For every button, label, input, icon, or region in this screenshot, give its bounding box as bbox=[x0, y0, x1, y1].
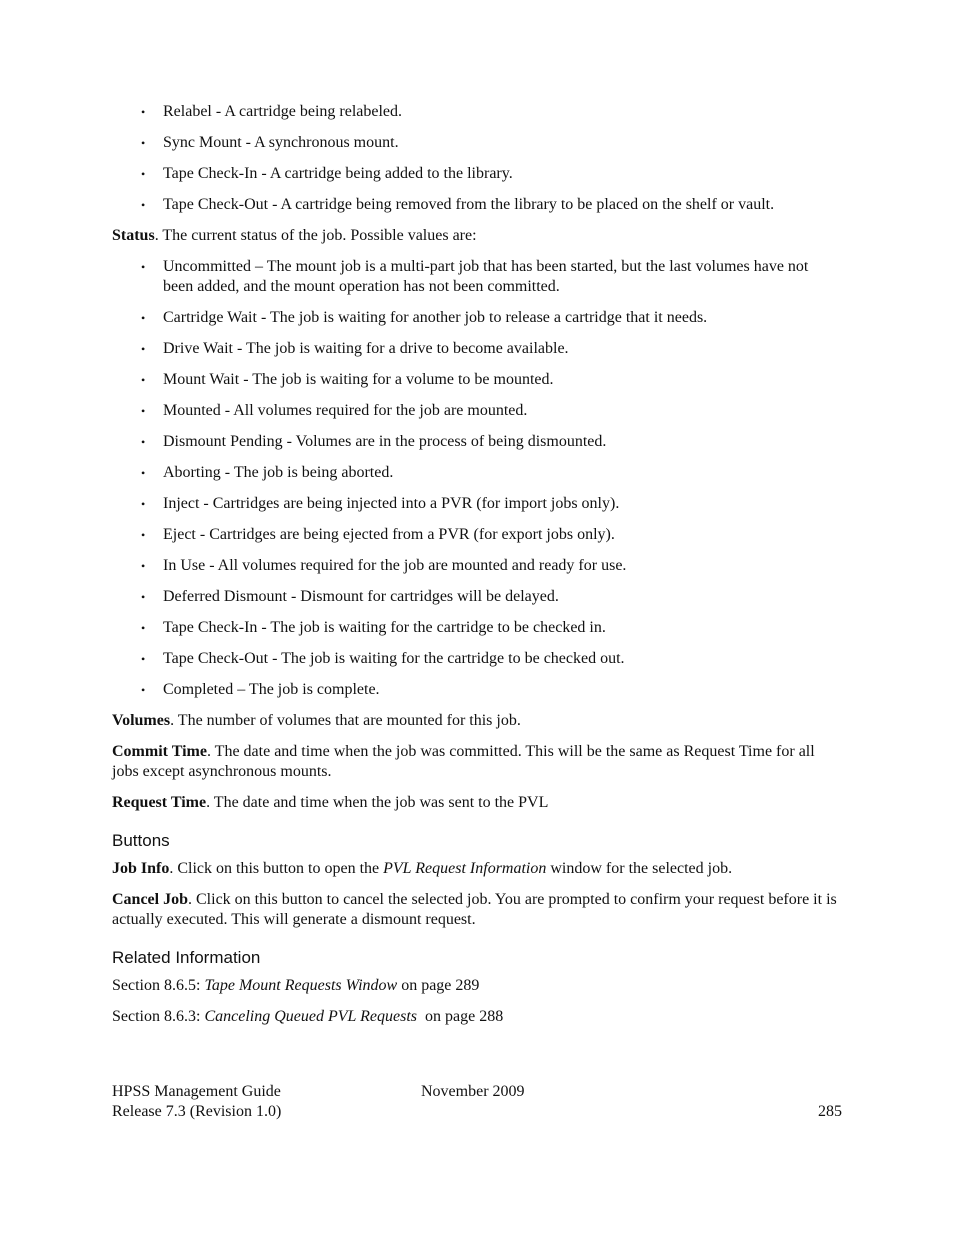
list-item: • Tape Check-Out - The job is waiting for the cartridge to be checked out. bbox=[163, 649, 842, 669]
list-item: • Relabel - A cartridge being relabeled. bbox=[163, 102, 842, 122]
field-label: Status bbox=[112, 227, 155, 244]
list-item: • Drive Wait - The job is waiting for a drive to become available. bbox=[163, 339, 842, 359]
list-item: • Eject - Cartridges are being ejected from a PVR (for export jobs only). bbox=[163, 525, 842, 545]
commit-time-field-description bbox=[112, 742, 842, 782]
list-item: • Tape Check-Out - A cartridge being removed from the library to be placed on the shelf or vault. bbox=[163, 195, 842, 215]
field-text: . The current status of the job. Possible values are: bbox=[154, 227, 477, 244]
list-item: • Tape Check-In - A cartridge being added to the library. bbox=[163, 164, 842, 184]
list-item: • Sync Mount - A synchronous mount. bbox=[163, 133, 842, 153]
job-type-list bbox=[112, 102, 842, 215]
list-item: • Deferred Dismount - Dismount for cartridges will be delayed. bbox=[163, 587, 842, 607]
list-item: • Mount Wait - The job is waiting for a volume to be mounted. bbox=[163, 370, 842, 390]
field-text: window for the selected job. bbox=[546, 860, 733, 877]
list-item: • Mounted - All volumes required for the job are mounted. bbox=[163, 401, 842, 421]
field-label: Request Time bbox=[112, 794, 207, 811]
status-values-list bbox=[112, 257, 842, 700]
list-item: • Cartridge Wait - The job is waiting for another job to release a cartridge that it needs. bbox=[163, 308, 842, 328]
list-item: • In Use - All volumes required for the job are mounted and ready for use. bbox=[163, 556, 842, 576]
section-number: Section 8.6.5: bbox=[112, 977, 205, 994]
field-label: Cancel Job bbox=[112, 891, 188, 908]
section-title[interactable]: Tape Mount Requests Window bbox=[204, 977, 398, 994]
related-information-heading: Related Information bbox=[112, 948, 261, 967]
list-item: • Completed – The job is complete. bbox=[163, 680, 842, 700]
document-page bbox=[112, 102, 842, 1038]
page-reference: on page 288 bbox=[417, 1008, 504, 1025]
related-link[interactable] bbox=[112, 976, 842, 996]
page-reference: on page 289 bbox=[397, 977, 480, 994]
list-item: • Aborting - The job is being aborted. bbox=[163, 463, 842, 483]
footer-guide-title: HPSS Management Guide bbox=[112, 1083, 281, 1100]
volumes-field-description bbox=[112, 711, 842, 731]
field-label: Commit Time bbox=[112, 743, 207, 760]
list-item: • Inject - Cartridges are being injected into a PVR (for import jobs only). bbox=[163, 494, 842, 514]
field-text: . Click on this button to open the bbox=[169, 860, 384, 877]
cancel-job-button-description bbox=[112, 890, 842, 930]
field-label: Job Info bbox=[112, 860, 170, 877]
related-link[interactable] bbox=[112, 1007, 842, 1027]
list-item: • Tape Check-In - The job is waiting for the cartridge to be checked in. bbox=[163, 618, 842, 638]
window-name: PVL Request Information bbox=[383, 860, 547, 877]
field-text: . The date and time when the job was committed. This will be the same as Request Time for all jobs except asynchronous mounts. bbox=[112, 743, 815, 780]
field-text: . Click on this button to cancel the selected job. You are prompted to confirm your request before it is actually executed. This will generate a dismount request. bbox=[112, 891, 837, 928]
field-label: Volumes bbox=[112, 712, 171, 729]
buttons-heading: Buttons bbox=[112, 831, 170, 850]
status-field-description bbox=[112, 226, 842, 246]
job-info-button-description bbox=[112, 859, 842, 879]
footer-release: Release 7.3 (Revision 1.0) bbox=[112, 1103, 282, 1120]
list-item: • Uncommitted – The mount job is a multi-part job that has been started, but the last volumes have not been added, and the mount operation has not been committed. bbox=[163, 257, 842, 297]
section-title[interactable]: Canceling Queued PVL Requests bbox=[204, 1008, 417, 1025]
request-time-field-description bbox=[112, 793, 842, 813]
field-text: . The number of volumes that are mounted for this job. bbox=[170, 712, 521, 729]
list-item: • Dismount Pending - Volumes are in the process of being dismounted. bbox=[163, 432, 842, 452]
page-footer bbox=[112, 1082, 842, 1122]
footer-date: November 2009 bbox=[421, 1083, 525, 1100]
page-number: 285 bbox=[818, 1103, 842, 1120]
field-text: . The date and time when the job was sent to the PVL bbox=[206, 794, 549, 811]
section-number: Section 8.6.3: bbox=[112, 1008, 205, 1025]
